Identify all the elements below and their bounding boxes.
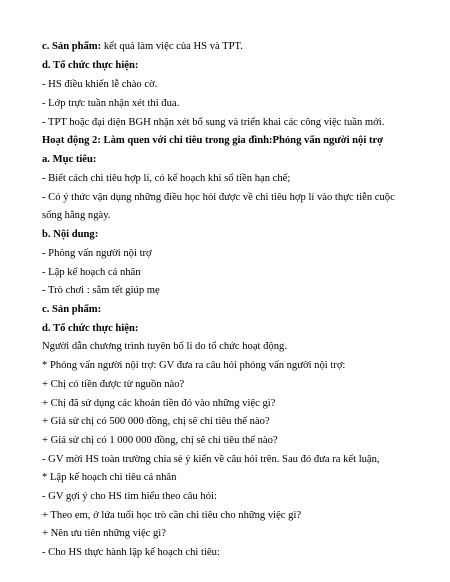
- list-item: [42, 191, 420, 204]
- list-item: [42, 97, 420, 110]
- list-item: [42, 397, 420, 410]
- list-item: [42, 434, 420, 447]
- line-text: - Cho HS thực hành lập kế hoạch chi tiêu:: [42, 547, 220, 558]
- line-text: + Chị có tiền được từ nguồn nào?: [42, 379, 185, 390]
- list-item: [42, 527, 420, 540]
- line-text: + Giả sử chị có 1 000 000 đồng, chị sẽ chi tiêu thế nào?: [42, 435, 278, 446]
- line-text: * Phỏng vấn người nội trợ: GV đưa ra câu hỏi phỏng vấn người nội trợ:: [42, 360, 346, 371]
- line-text: + Theo em, ở lứa tuổi học trò cần chi tiêu cho những việc gì?: [42, 510, 302, 521]
- line-text: sống hằng ngày.: [42, 210, 111, 221]
- line-text: * Lập kế hoạch chi tiêu cá nhân: [42, 472, 177, 483]
- list-item: [42, 247, 420, 260]
- list-item: [42, 78, 420, 91]
- activity-2-heading: [42, 134, 420, 147]
- paragraph-line: [42, 340, 420, 353]
- section-label: b. Nội dung:: [42, 229, 99, 240]
- line-text: - Trò chơi : sắm tết giúp mẹ: [42, 285, 160, 296]
- list-item: [42, 116, 420, 129]
- section-c-product-line: [42, 40, 420, 53]
- line-text: - Có ý thức vận dụng những điều học hỏi được về chi tiêu hợp lí vào thực tiễn cuộc: [42, 192, 395, 203]
- section-d-implementation-heading: [42, 322, 420, 335]
- section-b-content-heading: [42, 228, 420, 241]
- section-c-product-heading: [42, 303, 420, 316]
- line-text: - Biết cách chi tiêu hợp lí, có kế hoạch khi số tiền hạn chế;: [42, 173, 291, 184]
- section-label: c. Sản phẩm:: [42, 304, 102, 315]
- section-a-objective-heading: [42, 153, 420, 166]
- list-item: [42, 284, 420, 297]
- list-item: [42, 546, 420, 559]
- list-item: [42, 509, 420, 522]
- line-text: kết quả làm việc của HS và TPT.: [101, 41, 243, 52]
- list-item-continuation: [42, 209, 420, 222]
- list-item: [42, 415, 420, 428]
- section-label: d. Tổ chức thực hiện:: [42, 60, 139, 71]
- paragraph-line: [42, 359, 420, 372]
- list-item: [42, 378, 420, 391]
- line-text: + Chị đã sử dụng các khoản tiền đó vào những việc gì?: [42, 398, 276, 409]
- section-label: c. Sản phẩm:: [42, 41, 102, 52]
- list-item: [42, 266, 420, 279]
- line-text: - GV gợi ý cho HS tìm hiểu theo câu hỏi:: [42, 491, 217, 502]
- line-text: - TPT hoặc đại diện BGH nhận xét bổ sung và triển khai các công việc tuần mới.: [42, 117, 385, 128]
- line-text: - Lớp trực tuần nhận xét thi đua.: [42, 98, 180, 109]
- paragraph-line: [42, 471, 420, 484]
- line-text: - Lập kế hoạch cá nhân: [42, 267, 141, 278]
- list-item: [42, 490, 420, 503]
- line-text: Người dẫn chương trình tuyên bố lí do tổ chức hoạt động.: [42, 341, 287, 352]
- section-label: Hoạt động 2: Làm quen với chi tiêu trong gia đình:Phỏng vấn người nội trợ: [42, 135, 384, 146]
- section-label: d. Tổ chức thực hiện:: [42, 323, 139, 334]
- list-item: [42, 172, 420, 185]
- list-item: [42, 453, 420, 466]
- section-d-implementation-heading: [42, 59, 420, 72]
- section-label: a. Mục tiêu:: [42, 154, 97, 165]
- line-text: - HS điều khiển lễ chào cờ.: [42, 79, 158, 90]
- line-text: - Phỏng vấn người nội trợ: [42, 248, 152, 259]
- line-text: + Nên ưu tiên những việc gì?: [42, 528, 166, 539]
- line-text: - GV mời HS toàn trường chia sẻ ý kiến về câu hỏi trên. Sau đó đưa ra kết luận,: [42, 454, 380, 465]
- line-text: + Giả sử chị có 500 000 đồng, chị sẽ chi tiêu thế nào?: [42, 416, 270, 427]
